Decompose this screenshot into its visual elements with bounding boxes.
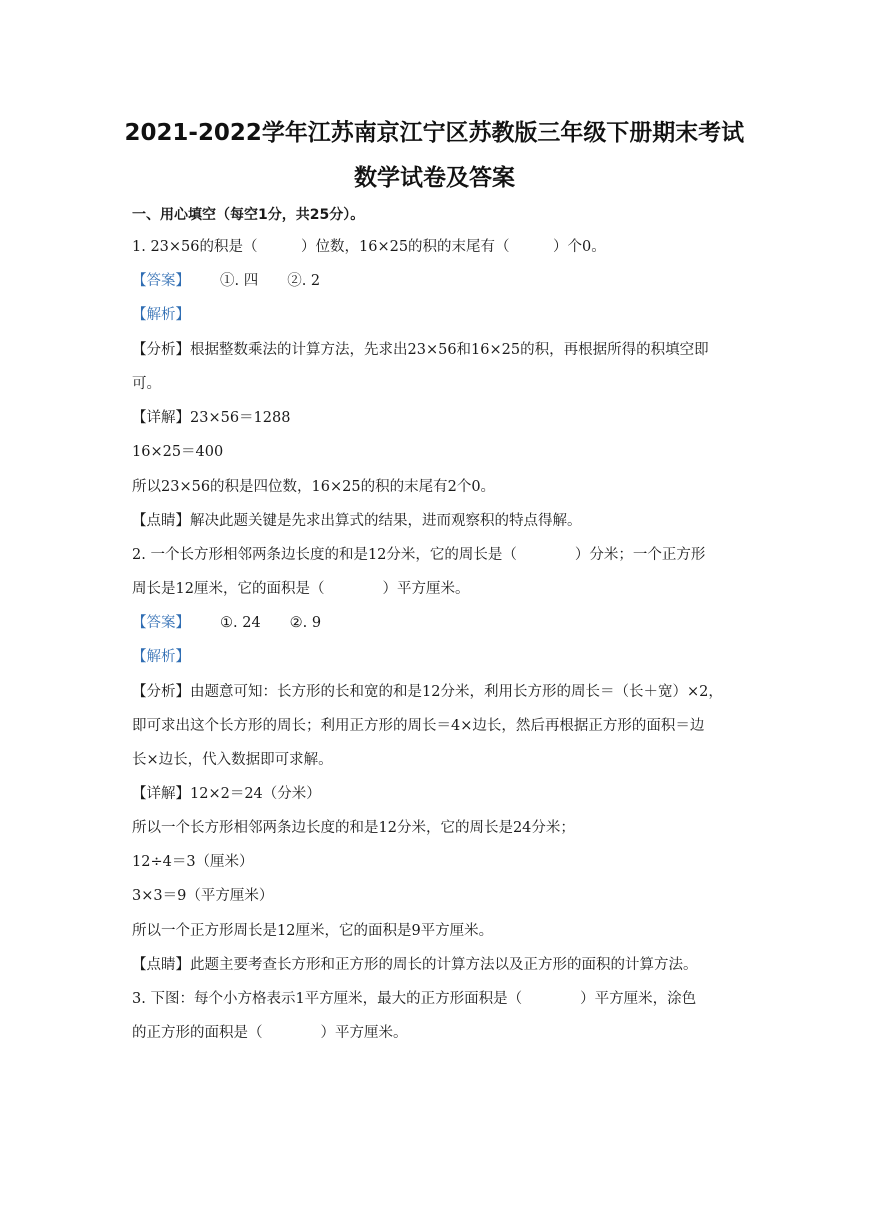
q2-calc3: 3×3＝9（平方厘米）: [132, 888, 274, 904]
q1-analysis-line1: 【分析】根据整数乘法的计算方法，先求出23×56和16×25的积，再根据所得的积填空即: [132, 342, 709, 358]
q2-stem-line1: 2. 一个长方形相邻两条边长度的和是12分米，它的周长是（ ）分米；一个正方形: [132, 547, 706, 563]
answer-tag: 【答案】: [132, 273, 190, 289]
q2-analysis-line1: 【分析】由题意可知：长方形的长和宽的和是12分米，利用长方形的周长＝（长＋宽）×2，: [132, 684, 723, 700]
q2-detail: 【详解】12×2＝24（分米）: [132, 786, 321, 802]
document-title-line2: 数学试卷及答案: [354, 165, 515, 191]
q1-stem: 1. 23×56的积是（ ）位数，16×25的积的末尾有（ ）个0。: [132, 239, 606, 255]
q2-conclusion1: 所以一个长方形相邻两条边长度的和是12分米，它的周长是24分米；: [132, 820, 575, 836]
q1-calc2: 16×25＝400: [132, 444, 224, 460]
q2-stem-line2: 周长是12厘米，它的面积是（ ）平方厘米。: [132, 581, 470, 597]
q2-conclusion2: 所以一个正方形周长是12厘米，它的面积是9平方厘米。: [132, 923, 494, 939]
document-title-line1: 2021-2022学年江苏南京江宁区苏教版三年级下册期末考试: [124, 120, 745, 146]
section-heading: 一、用心填空（每空1分，共25分）。: [132, 207, 365, 223]
q1-detail: 【详解】23×56＝1288: [132, 410, 291, 426]
q1-conclusion: 所以23×56的积是四位数，16×25的积的末尾有2个0。: [132, 479, 496, 495]
q2-calc2: 12÷4＝3（厘米）: [132, 854, 254, 870]
q1-tip: 【点睛】解决此题关键是先求出算式的结果，进而观察积的特点得解。: [132, 513, 582, 529]
analysis-tag: 【解析】: [132, 307, 190, 323]
analysis-tag: 【解析】: [132, 649, 190, 665]
q3-stem-line1: 3. 下图：每个小方格表示1平方厘米，最大的正方形面积是（ ）平方厘米，涂色: [132, 991, 697, 1007]
q2-tip: 【点睛】此题主要考查长方形和正方形的周长的计算方法以及正方形的面积的计算方法。: [132, 957, 698, 973]
q1-answer-row: [132, 271, 320, 291]
q1-answer-text: ①. 四 ②. 2: [220, 273, 321, 289]
answer-tag: 【答案】: [132, 615, 190, 631]
q2-analysis-line3: 长×边长，代入数据即可求解。: [132, 752, 333, 768]
q1-analysis-line2: 可。: [132, 376, 161, 392]
q2-answer-text: ①. 24 ②. 9: [220, 615, 322, 631]
q3-stem-line2: 的正方形的面积是（ ）平方厘米。: [132, 1025, 408, 1041]
q2-answer-row: [132, 613, 321, 633]
q2-analysis-line2: 即可求出这个长方形的周长；利用正方形的周长＝4×边长，然后再根据正方形的面积＝边: [132, 718, 705, 734]
